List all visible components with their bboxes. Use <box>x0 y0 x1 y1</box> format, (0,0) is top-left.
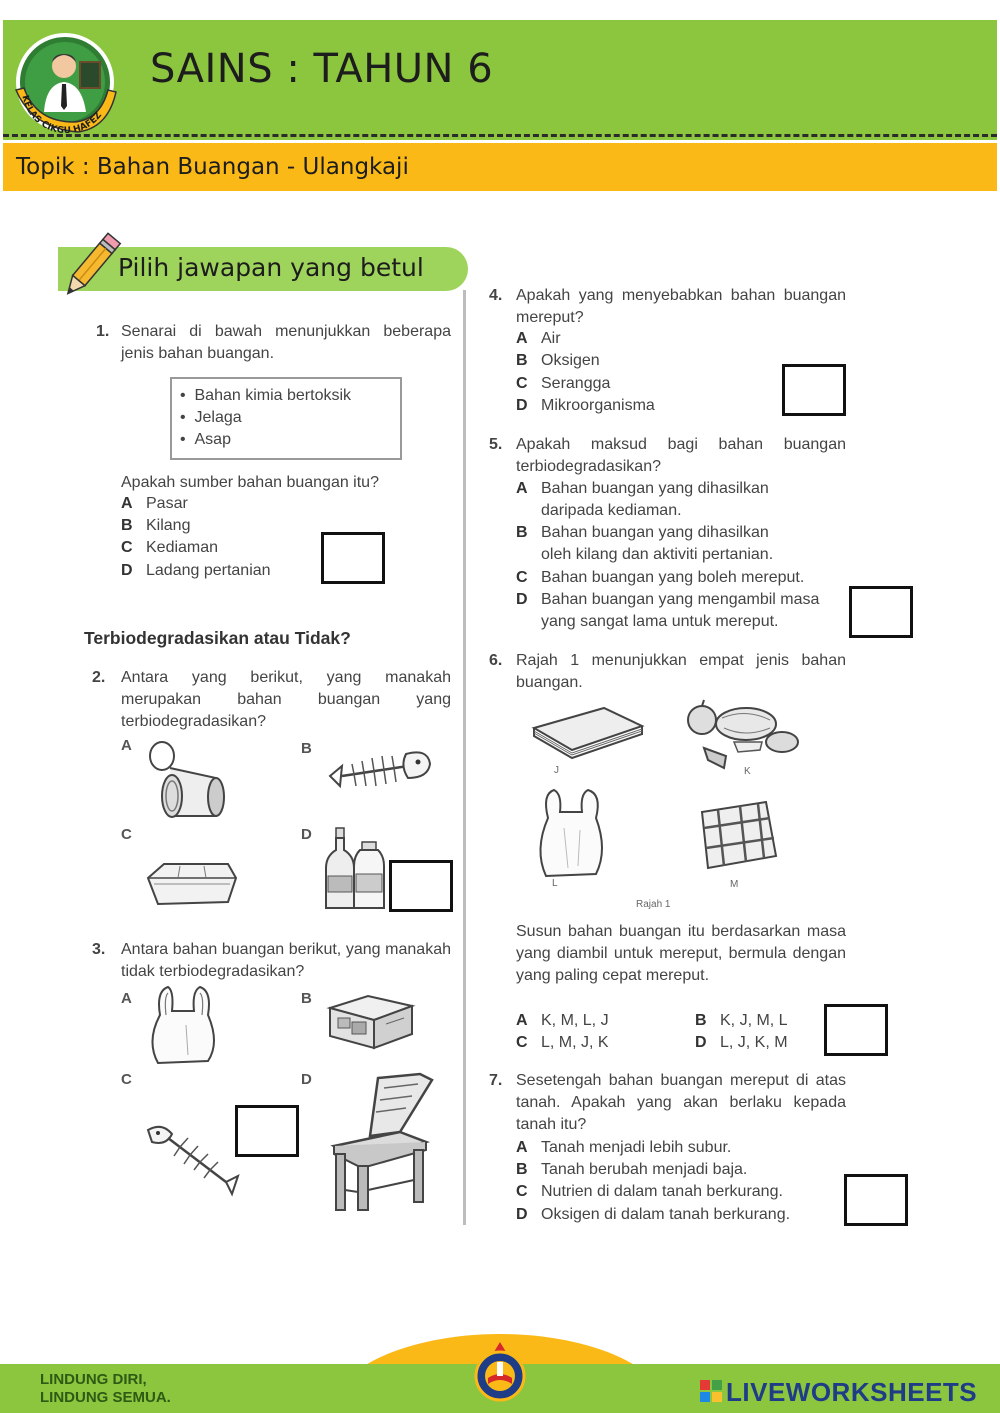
footer-slogan <box>40 1371 171 1407</box>
q6-number: 6. <box>489 652 503 669</box>
header-dashed-divider <box>3 134 997 137</box>
liveworksheets-brand: LIVEWORKSHEETS <box>726 1377 978 1407</box>
q7-number: 7. <box>489 1072 503 1089</box>
q4-number: 4. <box>489 287 503 304</box>
q2-label-a: A <box>121 737 132 754</box>
q4-option-a: A Air <box>516 330 561 347</box>
q3-number: 3. <box>92 941 106 958</box>
q4-answer-box[interactable] <box>782 364 846 416</box>
q6-label-l: L <box>552 878 558 889</box>
q5-number: 5. <box>489 436 503 453</box>
pencil-icon <box>56 228 126 304</box>
logo-text: KELAS CIKGU HAFEZ <box>19 94 105 137</box>
q7-text: Sesetengah bahan buangan mereput di atas tanah. Apakah yang akan berlaku kepada tanah itu? <box>516 1072 846 1133</box>
page-title: SAINS : TAHUN 6 <box>150 46 494 92</box>
cardboard-box-icon <box>324 988 416 1050</box>
q3-label-b: B <box>301 990 312 1007</box>
q1-list-item: • Asap <box>180 431 231 448</box>
cloth-icon <box>696 798 780 870</box>
column-divider <box>463 290 466 1225</box>
liveworksheets-logo-icon <box>700 1380 722 1402</box>
q7-option-b: B Tanah berubah menjadi baja. <box>516 1161 748 1178</box>
q6-caption: Rajah 1 <box>636 899 671 910</box>
q1-number: 1. <box>96 323 110 340</box>
q2-answer-box[interactable] <box>389 860 453 912</box>
q5-text: Apakah maksud bagi bahan buangan terbiodegradasikan? <box>516 436 846 475</box>
q1-list-item: • Jelaga <box>180 409 242 426</box>
q7-option-c: C Nutrien di dalam tanah berkurang. <box>516 1183 783 1200</box>
food-container-icon <box>144 858 240 910</box>
q3-answer-box[interactable] <box>235 1105 299 1157</box>
q3-text: Antara bahan buangan berikut, yang manakah tidak terbiodegradasikan? <box>121 941 451 980</box>
fish-bone-icon <box>328 740 432 796</box>
q2-label-b: B <box>301 740 312 757</box>
q1-list-item: • Bahan kimia bertoksik <box>180 387 352 404</box>
q1-list-box <box>170 377 402 460</box>
q3-label-c: C <box>121 1071 132 1088</box>
q5-answer-box[interactable] <box>849 586 913 638</box>
q2-number: 2. <box>92 669 106 686</box>
plastic-bag-icon <box>146 985 222 1065</box>
q6-label-j: J <box>554 765 559 776</box>
teacher-logo-icon <box>12 32 118 138</box>
q3-label-a: A <box>121 990 132 1007</box>
footer-slogan-line1: LINDUNG DIRI, <box>40 1371 147 1388</box>
topic-title: Topik : Bahan Buangan - Ulangkaji <box>16 154 409 180</box>
q6-question: Susun bahan buangan itu berdasarkan masa yang diambil untuk mereput, bermula dengan yang paling cepat mereput. <box>516 923 846 984</box>
fish-skeleton-icon <box>146 1120 240 1196</box>
plastic-bag-icon <box>534 788 608 878</box>
q7-option-d: D Oksigen di dalam tanah berkurang. <box>516 1206 791 1223</box>
tin-can-icon <box>142 738 242 822</box>
q1-option-c: C Kediaman <box>121 539 219 556</box>
newspaper-stack-icon <box>530 702 646 760</box>
q5-option-c: C Bahan buangan yang boleh mereput. <box>516 569 805 586</box>
q6-text: Rajah 1 menunjukkan empat jenis bahan buangan. <box>516 652 846 691</box>
q5-option-d-cont: yang sangat lama untuk mereput. <box>541 613 779 630</box>
q6-option-b: B K, J, M, L <box>695 1012 788 1029</box>
q2-label-c: C <box>121 826 132 843</box>
q4-option-b: B Oksigen <box>516 352 600 369</box>
q7-option-a: A Tanah menjadi lebih subur. <box>516 1139 732 1156</box>
q1-option-b: B Kilang <box>121 517 191 534</box>
q1-option-d: D Ladang pertanian <box>121 562 271 579</box>
school-emblem-icon <box>470 1340 530 1404</box>
bottles-icon <box>324 826 386 912</box>
q1-option-a: A Pasar <box>121 495 188 512</box>
q4-option-d: D Mikroorganisma <box>516 397 655 414</box>
q4-option-c: C Serangga <box>516 375 611 392</box>
q6-label-m: M <box>730 879 739 890</box>
q5-option-d: D Bahan buangan yang mengambil masa <box>516 591 820 608</box>
instruction-text: Pilih jawapan yang betul <box>118 253 424 282</box>
q6-option-c: C L, M, J, K <box>516 1034 609 1051</box>
q6-option-a: A K, M, L, J <box>516 1012 609 1029</box>
section-heading: Terbiodegradasikan atau Tidak? <box>84 628 351 648</box>
q5-option-b: B Bahan buangan yang dihasilkan <box>516 524 769 541</box>
footer-slogan-line2: LINDUNG SEMUA. <box>40 1389 171 1406</box>
q3-label-d: D <box>301 1071 312 1088</box>
q5-option-a-cont: daripada kediaman. <box>541 502 682 519</box>
q6-label-k: K <box>744 766 751 777</box>
q2-label-d: D <box>301 826 312 843</box>
q6-option-d: D L, J, K, M <box>695 1034 788 1051</box>
q5-option-b-cont: oleh kilang dan aktiviti pertanian. <box>541 546 774 563</box>
q6-answer-box[interactable] <box>824 1004 888 1056</box>
q1-answer-box[interactable] <box>321 532 385 584</box>
q7-answer-box[interactable] <box>844 1174 908 1226</box>
wooden-chair-icon <box>326 1072 436 1212</box>
q4-text: Apakah yang menyebabkan bahan buangan mereput? <box>516 287 846 326</box>
q2-text: Antara yang berikut, yang manakah merupakan bahan buangan yang terbiodegradasikan? <box>121 669 451 730</box>
q1-question: Apakah sumber bahan buangan itu? <box>121 474 379 491</box>
q5-option-a: A Bahan buangan yang dihasilkan <box>516 480 769 497</box>
q1-text: Senarai di bawah menunjukkan beberapa jenis bahan buangan. <box>121 323 451 362</box>
